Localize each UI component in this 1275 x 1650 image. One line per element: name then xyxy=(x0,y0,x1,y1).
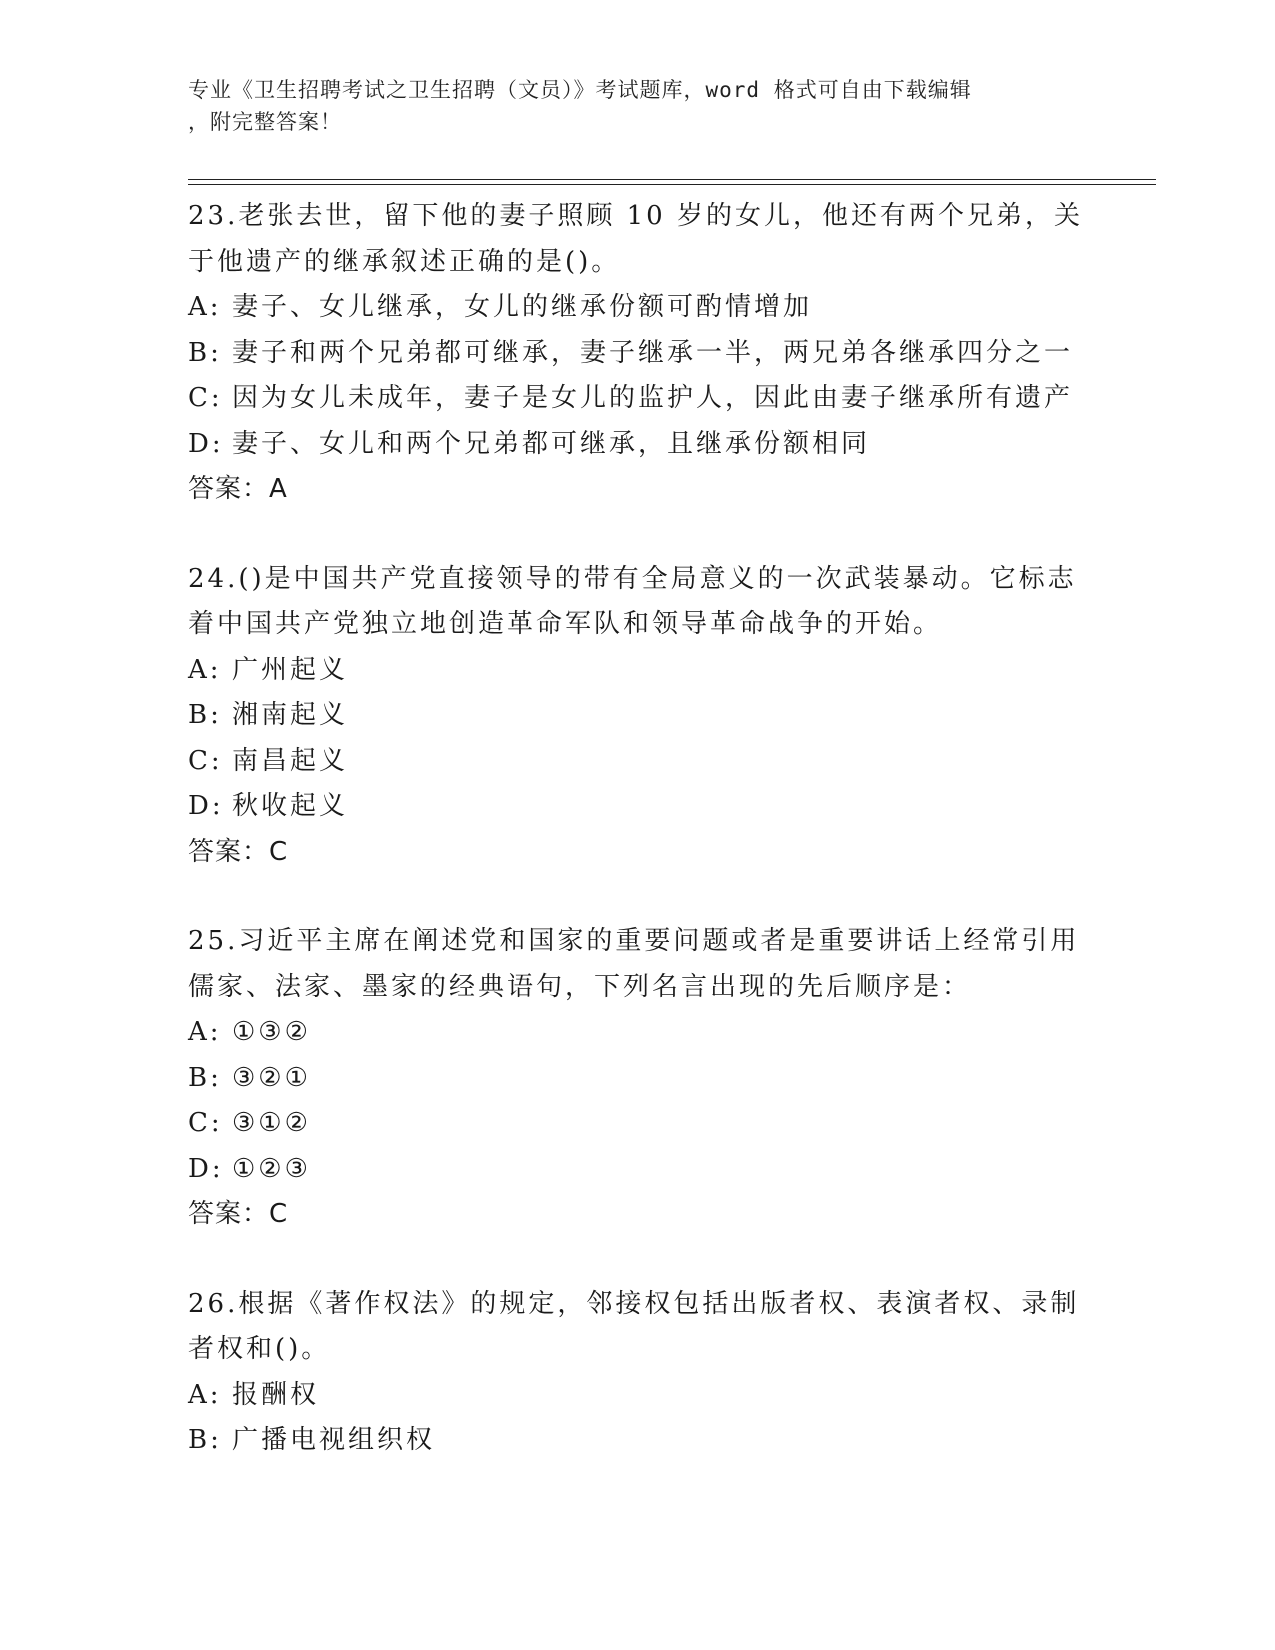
option-letter: C: xyxy=(188,1108,223,1138)
option-letter: C: xyxy=(188,745,223,776)
option-letter: A: xyxy=(188,1379,222,1410)
question-stem-line: 儒家、法家、墨家的经典语句，下列名言出现的先后顺序是： xyxy=(188,971,972,1002)
option-text: ①②③ xyxy=(232,1153,311,1184)
option-letter: B: xyxy=(188,1062,222,1093)
header-divider-top xyxy=(188,179,1156,180)
question-stem-line: 者权和()。 xyxy=(188,1334,331,1364)
question-stem-line: 于他遗产的继承叙述正确的是()。 xyxy=(188,246,621,277)
option-letter: B: xyxy=(188,700,222,730)
option-text: 妻子和两个兄弟都可继承，妻子继承一半，两兄弟各继承四分之一 xyxy=(232,337,1074,368)
option-b xyxy=(188,1056,1088,1102)
question-list xyxy=(188,194,1088,1508)
option-letter: B: xyxy=(188,1425,222,1455)
option-b xyxy=(188,693,1088,739)
option-letter: A: xyxy=(188,292,222,322)
document-header xyxy=(188,74,1068,138)
option-letter: A: xyxy=(188,654,222,685)
question-stem-line: 23.老张去世，留下他的妻子照顾 10 岁的女儿，他还有两个兄弟，关 xyxy=(188,201,1083,231)
answer-line: 答案：A xyxy=(188,474,288,504)
option-text: 广播电视组织权 xyxy=(232,1425,436,1455)
option-text: 广州起义 xyxy=(232,654,349,685)
option-text: ①③② xyxy=(232,1017,311,1047)
option-d xyxy=(188,784,1088,830)
option-d xyxy=(188,1147,1088,1193)
option-text: 湘南起义 xyxy=(232,700,349,730)
option-letter: D: xyxy=(188,1153,224,1184)
option-d xyxy=(188,422,1088,468)
option-letter: A: xyxy=(188,1017,222,1047)
option-a xyxy=(188,285,1088,331)
option-letter: D: xyxy=(188,791,224,821)
option-c xyxy=(188,376,1088,422)
question-23 xyxy=(188,194,1088,513)
option-a xyxy=(188,648,1088,694)
option-text: 秋收起义 xyxy=(232,791,349,821)
answer-line: 答案：C xyxy=(188,1199,289,1229)
answer-line: 答案：C xyxy=(188,836,289,867)
option-c xyxy=(188,1101,1088,1147)
option-letter: D: xyxy=(188,428,224,459)
question-25 xyxy=(188,919,1088,1238)
option-text: 报酬权 xyxy=(232,1379,320,1410)
question-stem-line: 24.()是中国共产党直接领导的带有全局意义的一次武装暴动。它标志 xyxy=(188,563,1077,594)
option-letter: C: xyxy=(188,383,223,413)
option-text: 南昌起义 xyxy=(232,745,349,776)
header-line-1: 专业《卫生招聘考试之卫生招聘（文员）》考试题库，word 格式可自由下载编辑 xyxy=(188,78,972,102)
question-stem-line: 25.习近平主席在阐述党和国家的重要问题或者是重要讲话上经常引用 xyxy=(188,926,1080,956)
option-b xyxy=(188,1418,1088,1464)
option-text: 妻子、女儿和两个兄弟都可继承，且继承份额相同 xyxy=(232,428,871,459)
option-text: ③①② xyxy=(232,1108,311,1138)
question-26 xyxy=(188,1282,1088,1464)
option-b xyxy=(188,331,1088,377)
question-stem-line: 着中国共产党独立地创造革命军队和领导革命战争的开始。 xyxy=(188,609,943,639)
question-stem-line: 26.根据《著作权法》的规定，邻接权包括出版者权、表演者权、录制 xyxy=(188,1288,1080,1319)
option-a xyxy=(188,1010,1088,1056)
question-24 xyxy=(188,557,1088,876)
option-c xyxy=(188,739,1088,785)
header-line-2: ，附完整答案！ xyxy=(188,110,342,134)
option-a xyxy=(188,1373,1088,1419)
header-divider-bottom xyxy=(188,184,1156,185)
option-text: 妻子、女儿继承，女儿的继承份额可酌情增加 xyxy=(232,292,813,322)
option-letter: B: xyxy=(188,337,222,368)
option-text: 因为女儿未成年，妻子是女儿的监护人，因此由妻子继承所有遗产 xyxy=(232,383,1074,413)
option-text: ③②① xyxy=(232,1062,311,1093)
